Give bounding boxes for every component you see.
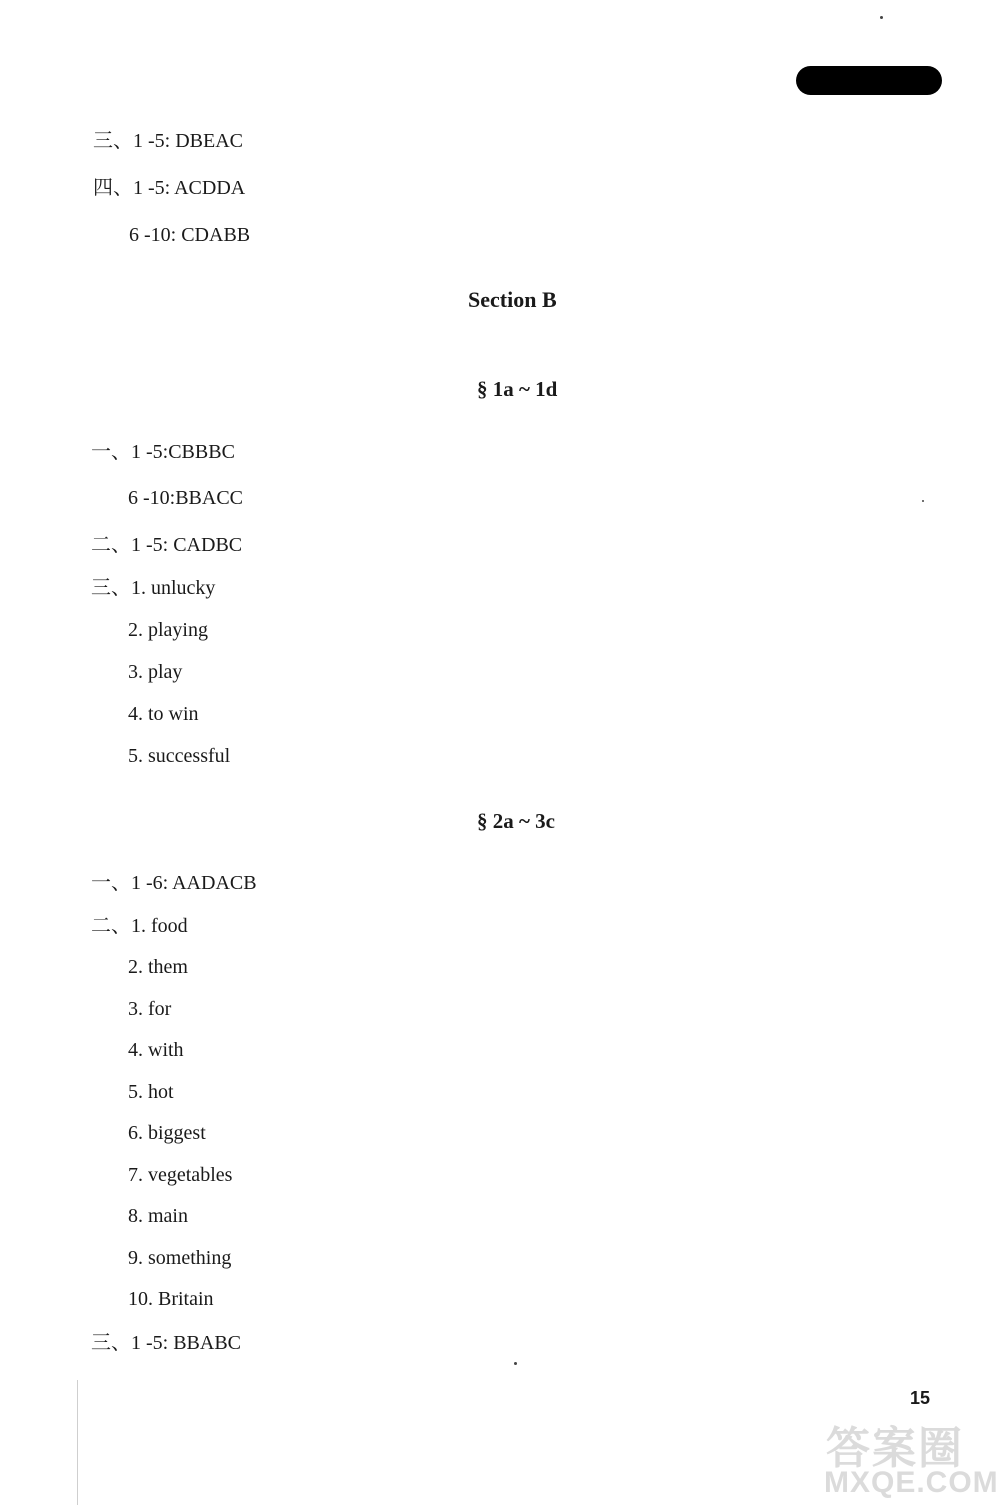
answer-text: 1. food xyxy=(131,915,188,937)
answer-text: 4. to win xyxy=(128,703,199,725)
answer-text: 3. play xyxy=(128,661,183,683)
answer-line xyxy=(128,1080,174,1104)
answer-line xyxy=(129,223,250,247)
answer-text: 2. playing xyxy=(128,619,208,641)
question-number: 三、 xyxy=(93,130,133,152)
question-number: 二、 xyxy=(91,915,131,937)
question-number: 三、 xyxy=(91,577,131,599)
answer-line xyxy=(128,1121,206,1145)
answer-line xyxy=(93,176,245,200)
question-number: 一、 xyxy=(91,872,131,894)
answer-line xyxy=(128,1038,184,1062)
answer-line xyxy=(128,997,171,1021)
answer-line xyxy=(91,1331,241,1355)
answer-text: 1 -5: ACDDA xyxy=(133,177,246,199)
answer-text: 1 -5: BBABC xyxy=(131,1332,242,1354)
answer-line xyxy=(91,533,242,557)
answer-text: 5. hot xyxy=(128,1081,174,1103)
answer-text: 10. Britain xyxy=(128,1288,214,1310)
answer-line xyxy=(128,618,208,642)
answer-line xyxy=(128,702,199,726)
answer-line xyxy=(91,440,235,464)
answer-line xyxy=(128,1287,214,1311)
answer-text: 6. biggest xyxy=(128,1122,206,1144)
answer-line xyxy=(128,486,243,510)
answer-line xyxy=(91,914,188,938)
answer-line xyxy=(128,955,188,979)
scan-margin-line xyxy=(77,1380,78,1505)
answer-text: 4. with xyxy=(128,1039,184,1061)
answer-line xyxy=(91,871,257,895)
subsection-title: § 2a ~ 3c xyxy=(477,809,555,833)
answer-line xyxy=(128,1246,231,1270)
scan-speck xyxy=(880,16,883,19)
watermark-cn-text: 答案圈 xyxy=(826,1424,964,1473)
watermark-en-text: MXQE.COM xyxy=(824,1466,999,1499)
question-number: 三、 xyxy=(91,1332,131,1354)
page-number: 15 xyxy=(910,1388,931,1408)
answer-line xyxy=(128,744,230,768)
answer-text: 1 -6: AADACB xyxy=(131,872,257,894)
answer-text: 7. vegetables xyxy=(128,1164,233,1186)
answer-line xyxy=(128,1163,232,1187)
answer-text: 6 -10: CDABB xyxy=(129,224,251,246)
question-number: 一、 xyxy=(91,441,131,463)
watermark-logo xyxy=(822,1412,999,1507)
scan-speck xyxy=(922,500,924,502)
scan-speck xyxy=(514,1362,517,1365)
answer-text: 1 -5: CADBC xyxy=(131,534,243,556)
answer-text: 9. something xyxy=(128,1247,232,1269)
answer-line xyxy=(91,576,215,600)
answer-text: 2. them xyxy=(128,956,188,978)
question-number: 四、 xyxy=(93,177,133,199)
answer-text: 1. unlucky xyxy=(131,577,216,599)
answer-line xyxy=(128,660,182,684)
answer-text: 1 -5:CBBBC xyxy=(131,441,235,463)
answer-text: 1 -5: DBEAC xyxy=(133,130,243,152)
answer-line xyxy=(128,1204,188,1228)
subsection-title: § 1a ~ 1d xyxy=(477,377,558,401)
question-number: 二、 xyxy=(91,534,131,556)
header-tab-bar xyxy=(796,66,942,95)
answer-line xyxy=(93,129,243,153)
answer-text: 5. successful xyxy=(128,745,231,767)
section-title: Section B xyxy=(468,287,557,312)
answer-text: 3. for xyxy=(128,998,172,1020)
answer-text: 6 -10:BBACC xyxy=(128,487,244,509)
answer-text: 8. main xyxy=(128,1205,188,1227)
